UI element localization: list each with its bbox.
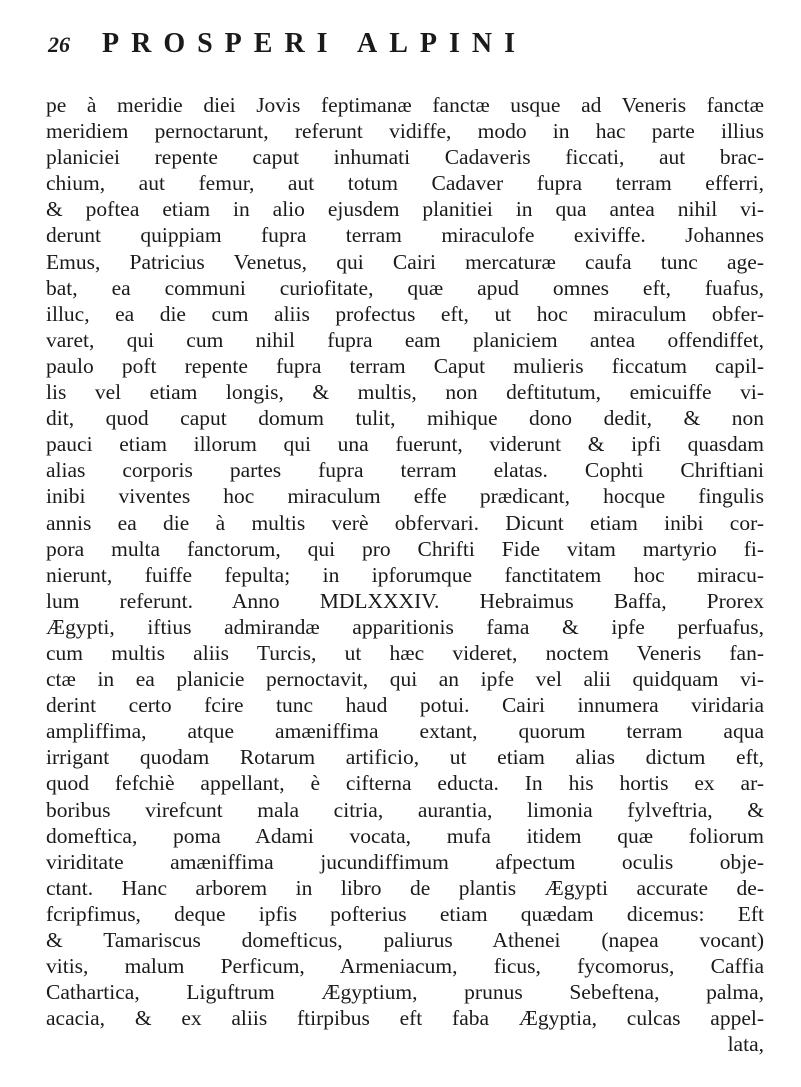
text-line: lum referunt. Anno MDLXXXIV. Hebraimus Baffa, Prorex — [46, 588, 764, 613]
text-line: ctæ in ea planicie pernoctavit, qui an ipfe vel alii quidquam vi- — [46, 667, 764, 692]
text-line: cum multis aliis Turcis, ut hæc videret, noctem Veneris fan- — [46, 640, 764, 665]
text-line: bat, ea communi curiofitate, quæ apud omnes eft, fuafus, — [46, 275, 764, 300]
text-line: & poftea etiam in alio ejusdem planitiei in qua antea nihil vi- — [46, 197, 764, 222]
page-header — [48, 28, 608, 68]
text-line: paulo poft repente fupra terram Caput mulieris ficcatum capil- — [46, 353, 764, 378]
text-line: quod fefchiè appellant, è cifterna educta. In his hortis ex ar- — [46, 771, 764, 796]
text-line: pauci etiam illorum qui una fuerunt, viderunt & ipfi quasdam — [46, 432, 764, 457]
text-line: boribus virefcunt mala citria, aurantia, limonia fylveftria, & — [46, 797, 764, 822]
text-line: inibi viventes hoc miraculum effe prædicant, hocque fingulis — [46, 484, 764, 509]
text-line: dit, quod caput domum tulit, mihique dono dedit, & non — [46, 406, 764, 431]
text-line: nierunt, fuiffe fepulta; in ipforumque fanctitatem hoc miracu- — [46, 562, 764, 587]
text-line: irrigant quodam Rotarum artificio, ut etiam alias dictum eft, — [46, 745, 764, 770]
text-line: Cathartica, Liguftrum Ægyptium, prunus Sebeftena, palma, — [46, 980, 764, 1005]
text-line: meridiem pernoctarunt, referunt vidiffe, modo in hac parte illius — [46, 119, 764, 144]
running-head: PROSPERI ALPINI — [102, 28, 528, 59]
text-line: annis ea die à multis verè obfervari. Dicunt etiam inibi cor- — [46, 510, 764, 535]
text-line: ctant. Hanc arborem in libro de plantis Ægypti accurate de- — [46, 875, 764, 900]
text-line: varet, qui cum nihil fupra eam planiciem antea offendiffet, — [46, 327, 764, 352]
text-line: & Tamariscus domefticus, paliurus Athenei (napea vocant) — [46, 928, 764, 952]
text-line: Ægypti, iftius admirandæ apparitionis fama & ipfe perfuafus, — [46, 614, 764, 639]
text-line: pe à meridie diei Jovis feptimanæ fanctæ usque ad Veneris fanctæ — [46, 93, 764, 117]
text-line: lata, — [727, 1032, 764, 1057]
text-line: acacia, & ex aliis ftirpibus eft faba Ægyptia, culcas appel- — [46, 1006, 764, 1031]
text-line: ampliffima, atque amæniffima extant, quorum terram aqua — [46, 719, 764, 744]
page-number: 26 — [48, 32, 70, 57]
text-line: alias corporis partes fupra terram elatas. Cophti Chriftiani — [46, 458, 764, 483]
body-text — [46, 92, 764, 1057]
text-line: derint certo fcire tunc haud potui. Cairi innumera viridaria — [46, 693, 764, 718]
text-line: lis vel etiam longis, & multis, non deftitutum, emicuiffe vi- — [46, 380, 764, 405]
text-line: derunt quippiam fupra terram miraculofe exiviffe. Johannes — [46, 223, 764, 248]
text-line: Emus, Patricius Venetus, qui Cairi mercaturæ caufa tunc age- — [46, 249, 764, 274]
text-line: fcripfimus, deque ipfis pofterius etiam quædam dicemus: Eft — [46, 901, 764, 926]
text-line: chium, aut femur, aut totum Cadaver fupra terram efferri, — [46, 171, 764, 196]
text-line: pora multa fanctorum, qui pro Chrifti Fide vitam martyrio fi- — [46, 536, 764, 561]
text-line: viriditate amæniffima jucundiffimum afpectum oculis obje- — [46, 849, 764, 874]
text-line: planiciei repente caput inhumati Cadaveris ficcati, aut brac- — [46, 145, 764, 170]
text-line: vitis, malum Perficum, Armeniacum, ficus, fycomorus, Caffia — [46, 954, 764, 979]
text-line: illuc, ea die cum aliis profectus eft, ut hoc miraculum obfer- — [46, 301, 764, 326]
text-line: domeftica, poma Adami vocata, mufa itidem quæ foliorum — [46, 823, 764, 848]
